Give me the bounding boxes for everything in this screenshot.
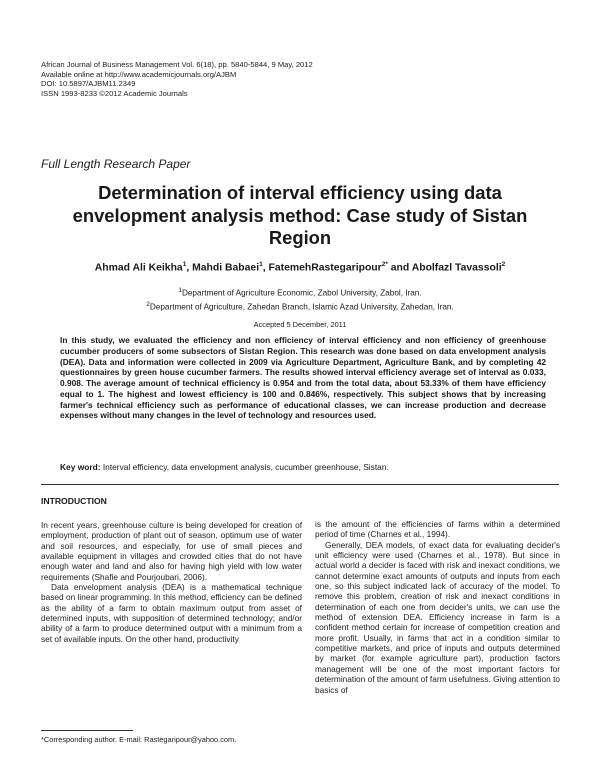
keywords-label: Key word:	[60, 462, 101, 472]
body-paragraph: is the amount of the efficiencies of farms within a determined period of time (Charnes et al., 1994).	[315, 519, 560, 540]
journal-citation: African Journal of Business Management Vol. 6(18), pp. 5840-5844, 9 May, 2012	[41, 60, 313, 69]
author-name: Ahmad Ali Keikha	[94, 262, 183, 274]
body-paragraph: In recent years, greenhouse culture is being developed for creation of employment, production of plant out of season, optimum use of water and soil resources, and especially, for use of small pieces and available equipment in villages and crowded cities that do not have enough water and land and also for having high yield with low water requirements (Shafie and Pourjoubari, 2006).	[41, 520, 302, 582]
body-column-right	[315, 519, 560, 695]
footnote-divider	[41, 730, 133, 731]
doi-line: DOI: 10.5897/AJBM11.2349	[41, 79, 136, 89]
author-affiliation-mark: 2	[501, 261, 506, 268]
corresponding-star: *	[385, 261, 388, 268]
journal-header	[41, 60, 313, 98]
accepted-date: Accepted 5 December, 2011	[253, 320, 347, 329]
author-separator: ,	[186, 262, 193, 274]
affiliations	[30, 285, 570, 312]
author-separator: ,	[262, 262, 269, 274]
affiliation-mark: 2	[146, 300, 150, 308]
affiliation-line	[30, 285, 570, 299]
section-divider	[41, 484, 559, 485]
keywords	[60, 462, 546, 472]
body-paragraph: Generally, DEA models, of exact data for evaluating decider's unit efficiency were used (Charnes et al., 1978). But since in actual world a decider is faced with risk and inexact conditions, we cannot determine exact amounts of outputs and inputs from each one, so this subject indicated lack of accuracy of the model. To remove this problem, creation of risk and inexact conditions in determination of each one from decider's units, we can use the method of extension DEA. Efficiency increase in farm is a confident method certain for increase of competition creation and more profit. Usually, in farms that act in a condition similar to competitive markets, and price of inputs and outputs determined by market (for example agriculture part), production factors management will be one of the most important factors for determination of the amount of farm usefulness. Giving attention to basics of	[315, 539, 560, 695]
affiliation-text: Department of Agriculture Economic, Zabol University, Zabol, Iran.	[181, 288, 422, 298]
body-column-left	[41, 520, 302, 644]
author-name: FatemehRastegaripour	[268, 262, 382, 274]
keywords-text: Interval efficiency, data envelopment analysis, cucumber greenhouse, Sistan.	[102, 462, 389, 472]
affiliation-mark: 1	[178, 287, 182, 294]
corresponding-author-footnote: *Corresponding author. E-mail: Rastegaripour@yahoo.com.	[41, 735, 237, 744]
author-sup-number: 2	[381, 261, 386, 268]
author-name: Mahdi Babaei	[192, 262, 260, 274]
journal-url-line: Available online at http://www.academicjournals.org/AJBM	[41, 69, 237, 79]
body-paragraph: Data envelopment analysis (DEA) is a mathematical technique based on linear programming. In this method, efficiency can be defined as the ability of a farm to obtain maximum output from asset of determined inputs, with supposition of determined technology; and/or ability of a farm to produce determined output with a minimum from a set of available inputs. On the other hand, productivity	[41, 582, 302, 644]
author-affiliation-mark: 1	[182, 261, 187, 268]
paper-title: Determination of interval efficiency using data envelopment analysis method: Case study of Sistan Region	[72, 182, 528, 248]
abstract: In this study, we evaluated the efficiency and non efficiency of interval efficiency and non efficiency of greenhouse cucumber producers of some subsectors of Sistan Region. This research was done based on data envelopment analysis (DEA). Data and information were collected in 2009 via Agriculture Department, Agriculture Bank, and by completing 42 questionnaires by green house cucumber farmers. The results showed interval efficiency average set of interval as 0.033, 0.908. The average amount of technical efficiency is 0.954 and from the total data, about 53.33% of them have efficiency equal to 1. The highest and lowest efficiency is 100 and 0.846%, respectively. This subject shows that by increasing farmer's technical efficiency such as performance of educational classes, we can increase production and decrease expenses without many changes in the level of technology and resources used.	[60, 335, 546, 421]
affiliation-line	[30, 299, 570, 313]
author-separator: and	[387, 262, 412, 274]
author-list	[30, 261, 570, 273]
issn-line: ISSN 1993-8233 ©2012 Academic Journals	[41, 88, 188, 98]
paper-type: Full Length Research Paper	[41, 157, 191, 171]
affiliation-text: Department of Agriculture, Zahedan Branch, Islamic Azad University, Zahedan, Iran.	[149, 302, 454, 312]
author-name: Abolfazl Tavassoli	[411, 262, 502, 274]
author-affiliation-mark: 1	[259, 261, 263, 268]
introduction-heading: INTRODUCTION	[41, 496, 107, 506]
